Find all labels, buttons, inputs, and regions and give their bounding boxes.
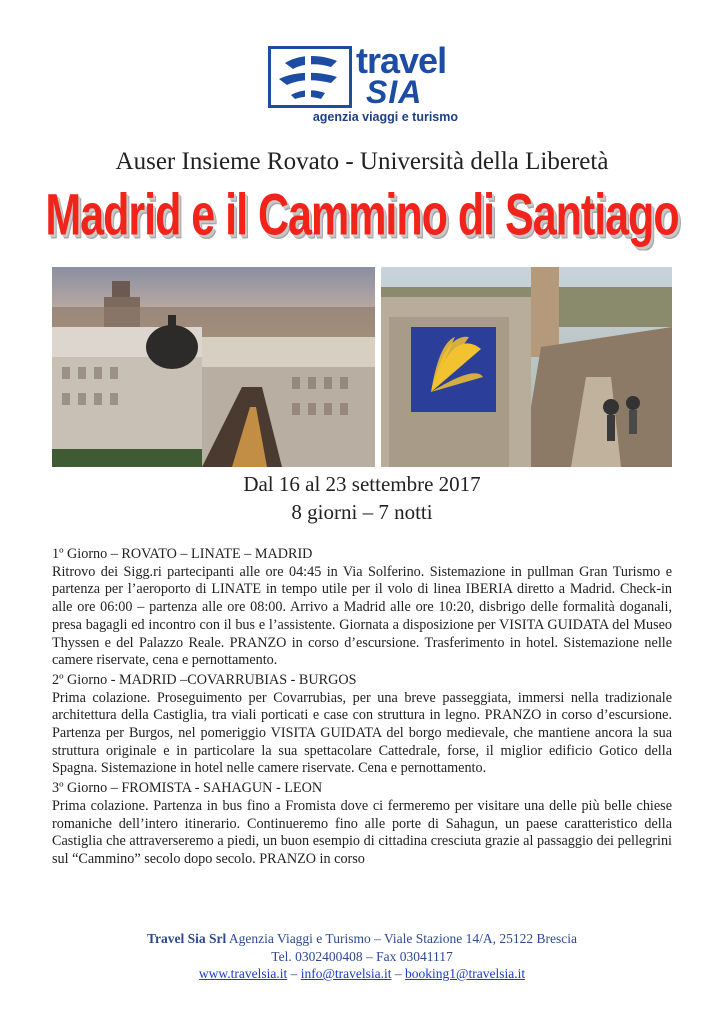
itinerary-day xyxy=(52,780,672,869)
day-title: 3º Giorno – FROMISTA - SAHAGUN - LEON xyxy=(52,780,323,797)
day-title: 2º Giorno - MADRID –COVARRUBIAS - BURGOS xyxy=(52,671,357,688)
page-title: Madrid e il Cammino di Santiago xyxy=(45,183,679,248)
email-booking-link[interactable]: booking1@travelsia.it xyxy=(405,966,526,981)
day-description: Ritrovo dei Sigg.ri partecipanti alle ore 04:45 in Via Solferino. Sistemazione in pullman Gran Turismo e partenza per l’aeroporto di LINATE in tempo utile per il volo di linea IBERIA diretto a Madrid. Check-in alle ore 06:00 – partenza alle ore 08:00. Arrivo a Madrid alle ore 10:20, disbrigo delle formalità doganali, presa bagagli ed incontro con il bus e l’assistente. Giornata a disposizione per VISITA GUIDATA del Museo Thyssen e del Palazzo Reale. PRANZO in corso d’escursione. Trasferimento in hotel. Sistemazione nelle camere riservate, cena e pernottamento. xyxy=(52,563,672,669)
logo-emblem-icon xyxy=(268,46,352,108)
madrid-city-photo xyxy=(52,267,375,467)
logo-tagline: agenzia viaggi e turismo xyxy=(312,110,458,124)
itinerary-day xyxy=(52,672,672,778)
separator: – xyxy=(391,966,406,981)
subtitle: Auser Insieme Rovato - Università della Liberetà xyxy=(115,148,609,175)
santiago-shell-photo xyxy=(381,267,672,467)
itinerary-day xyxy=(52,546,672,670)
logo-word-sia: SIA xyxy=(366,74,423,110)
itinerary xyxy=(52,546,672,871)
day-description: Prima colazione. Partenza in bus fino a Fromista dove ci fermeremo per visitare una delle più belle chiese romaniche dell’intero itinerario. Continueremo fino alle porte di Sahagun, un paese caratteristico della Castiglia che attraverseremo a piedi, un buon esempio di cittadina cresciuta grazie al passaggio dei pellegrini sul “Cammino” secolo dopo secolo. PRANZO in corso xyxy=(52,797,672,867)
footer xyxy=(0,930,724,983)
footer-address-line xyxy=(0,930,724,948)
separator: – xyxy=(287,966,301,981)
footer-links xyxy=(0,965,724,983)
day-description: Prima colazione. Proseguimento per Covarrubias, per una breve passeggiata, immersi nella tradizionale architettura della Castiglia, tra viali porticati e case con struttura in legno. PRANZO in corso d’escursione. Partenza per Burgos, nel pomeriggio VISITA GUIDATA del borgo medievale, che mantiene ancora la sua struttura originale e in particolare la sua spettacolare Cattedrale, forse, il miglior edificio Gotico della Spagna. Sistemazione in hotel nelle camere riservate. Cena e pernottamento. xyxy=(52,689,672,777)
website-link[interactable]: www.travelsia.it xyxy=(198,966,288,981)
trip-dates-block xyxy=(0,470,724,526)
company-address: Agenzia Viaggi e Turismo – Viale Stazione 14/A, 25122 Brescia xyxy=(226,931,577,946)
logo-word-travel: travel xyxy=(356,40,447,81)
email-info-link[interactable]: info@travelsia.it xyxy=(300,966,392,981)
company-name: Travel Sia Srl xyxy=(147,931,227,946)
day-title: 1º Giorno – ROVATO – LINATE – MADRID xyxy=(52,546,313,562)
footer-phones: Tel. 0302400408 – Fax 03041117 xyxy=(271,948,453,964)
trip-duration: 8 giorni – 7 notti xyxy=(291,500,433,524)
travel-sia-logo xyxy=(268,40,458,128)
trip-dates: Dal 16 al 23 settembre 2017 xyxy=(243,472,481,496)
